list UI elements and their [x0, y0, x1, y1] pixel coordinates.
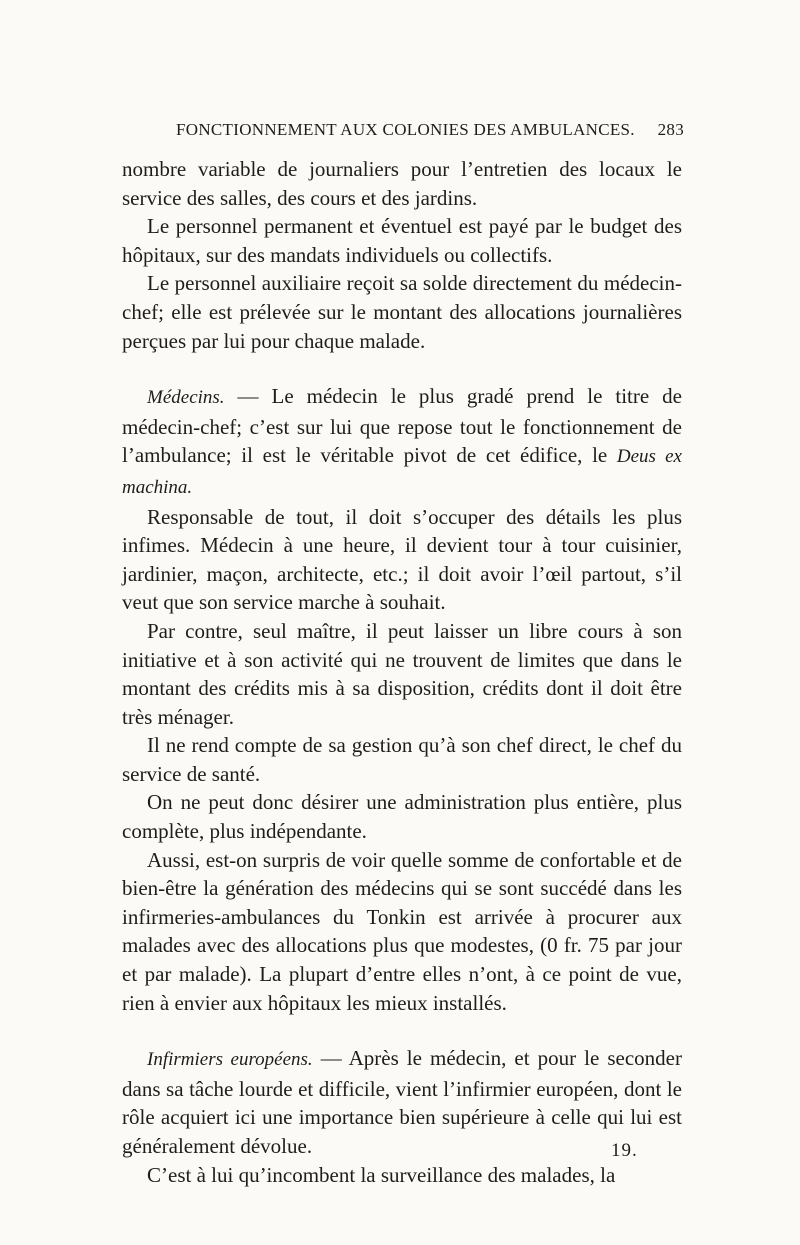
paragraph-medecins	[122, 382, 682, 502]
paragraph-medecins-text: — Le médecin le plus gradé prend le titre de médecin-chef; c’est sur lui que repose tout le fonctionnement de l’ambulance; il est le véritable pivot de cet édifice, le	[122, 384, 682, 468]
section-heading-infirmiers: Infirmiers européens.	[147, 1049, 313, 1071]
signature-mark: 19.	[611, 1140, 638, 1161]
paragraph-continuation: nombre variable de journaliers pour l’entretien des locaux le service des salles, des cours et des jardins.	[122, 157, 682, 210]
paragraph-infirmiers-text: — Après le médecin, et pour le seconder dans sa tâche lourde et difficile, vient l’infirmier européen, dont le rôle acquiert ici une importance bien supérieure à celle qui lui est généralement dévolue.	[122, 1046, 682, 1158]
italic-deus-ex-machina: Deus ex machina.	[122, 446, 682, 498]
body-text	[122, 155, 682, 1189]
paragraph-infirmiers	[122, 1044, 682, 1160]
section-heading-medecins: Médecins.	[147, 387, 225, 409]
paragraph-administration: On ne peut donc désirer une administration plus entière, plus complète, plus indépendante.	[122, 790, 682, 844]
paragraph-incombent: C’est à lui qu’incombent la surveillance des malades, la	[147, 1162, 616, 1187]
paragraph-responsable: Responsable de tout, il doit s’occuper des détails les plus infimes. Médecin à une heure, il devient tour à tour cuisinier, jardinier, maçon, architecte, etc.; il doit avoir l’œil partout, s’il veut que son service marche à souhait.	[122, 504, 682, 615]
paragraph-rend-compte: Il ne rend compte de sa gestion qu’à son chef direct, le chef du service de santé.	[122, 733, 682, 786]
page-number: 283	[657, 120, 684, 139]
running-title: FONCTIONNEMENT AUX COLONIES DES AMBULANCES.	[176, 120, 635, 139]
paragraph-auxiliary-personnel: Le personnel auxiliaire reçoit sa solde directement du médecin-chef; elle est prélevée sur le montant des allocations journalières perçues par lui pour chaque malade.	[122, 271, 682, 353]
running-header	[176, 120, 684, 140]
paragraph-par-contre: Par contre, seul maître, il peut laisser un libre cours à son initiative et à son activité qui ne trouvent de limites que dans le montant des crédits mis à sa disposition, crédits dont il doit être très ménager.	[122, 618, 682, 729]
paragraph-aussi: Aussi, est-on surpris de voir quelle somme de confortable et de bien-être la génération des médecins qui se sont succédé dans les infirmeries-ambulances du Tonkin est arrivée à procurer aux malades avec des allocations plus que modestes, (0 fr. 75 par jour et par malade). La plupart d’entre elles n’ont, à ce point de vue, rien à envier aux hôpitaux les mieux installés.	[122, 847, 682, 1015]
paragraph-personnel-pay: Le personnel permanent et éventuel est payé par le budget des hôpitaux, sur des mandats individuels ou collectifs.	[122, 214, 682, 267]
